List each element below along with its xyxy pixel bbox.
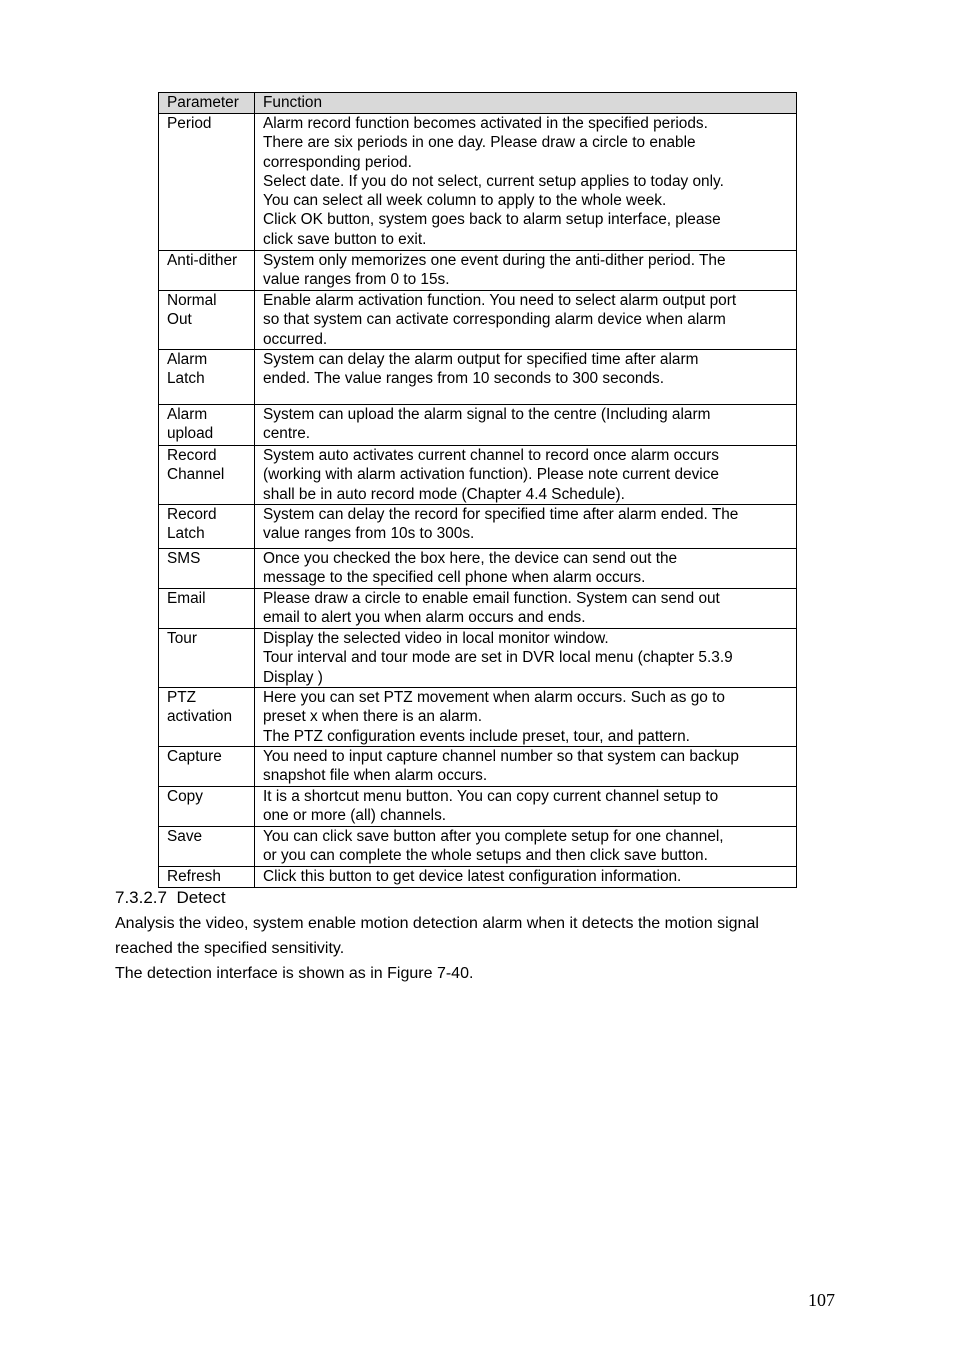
function-line: Once you checked the box here, the device can send out the: [263, 550, 678, 567]
function-cell: [255, 251, 797, 291]
function-line: Select date. If you do not select, current setup applies to today only.: [263, 172, 724, 190]
param-cell: [159, 114, 255, 251]
function-line: Here you can set PTZ movement when alarm occurs. Such as go to: [263, 689, 725, 706]
table-row: [159, 867, 797, 888]
function-line: Tour interval and tour mode are set in DVR local menu (chapter 5.3.9: [263, 649, 733, 667]
param-line: Save: [167, 828, 203, 845]
param-line: Alarm: [167, 406, 208, 423]
function-line: System auto activates current channel to record once alarm occurs: [263, 447, 719, 464]
param-cell: [159, 505, 255, 549]
function-cell: [255, 405, 797, 446]
param-cell: [159, 787, 255, 827]
function-cell: [255, 291, 797, 350]
function-cell: [255, 629, 797, 688]
function-line: System can upload the alarm signal to the centre (Including alarm: [263, 406, 711, 423]
function-line: (working with alarm activation function). Please note current device: [263, 466, 719, 484]
table-row: [159, 747, 797, 787]
param-line: Latch: [167, 525, 205, 543]
function-cell: [255, 505, 797, 549]
param-line: Email: [167, 590, 206, 607]
function-cell: [255, 446, 797, 505]
param-cell: [159, 549, 255, 589]
function-line: Display ): [263, 668, 323, 686]
param-line: Out: [167, 311, 192, 329]
param-line: SMS: [167, 550, 201, 567]
header-function: Function: [255, 93, 797, 114]
param-line: PTZ: [167, 689, 197, 706]
table-header-row: [159, 93, 797, 114]
function-line: preset x when there is an alarm.: [263, 708, 482, 726]
param-cell: [159, 405, 255, 446]
table-row: [159, 827, 797, 867]
param-line: Normal: [167, 292, 217, 309]
parameter-table: [158, 92, 797, 888]
param-line: Period: [167, 115, 212, 132]
function-line: Enable alarm activation function. You need to select alarm output port: [263, 292, 737, 309]
table-row: [159, 405, 797, 446]
table-row: [159, 688, 797, 747]
param-cell: [159, 446, 255, 505]
function-line: Click this button to get device latest configuration information.: [263, 868, 682, 885]
function-line: System can delay the alarm output for specified time after alarm: [263, 351, 699, 368]
param-line: Refresh: [167, 868, 221, 885]
function-line: one or more (all) channels.: [263, 807, 447, 825]
param-line: activation: [167, 708, 233, 726]
table-row: [159, 787, 797, 827]
function-line: Click OK button, system goes back to alarm setup interface, please: [263, 211, 721, 229]
function-cell: [255, 867, 797, 888]
param-line: Tour: [167, 630, 197, 647]
table-row: [159, 291, 797, 350]
function-cell: [255, 688, 797, 747]
table-row: [159, 114, 797, 251]
param-line: Copy: [167, 788, 203, 805]
function-cell: [255, 787, 797, 827]
function-cell: [255, 350, 797, 405]
function-line: shall be in auto record mode (Chapter 4.4 Schedule).: [263, 485, 625, 503]
function-line: Display the selected video in local monitor window.: [263, 630, 609, 647]
param-line: Alarm: [167, 351, 208, 368]
function-cell: [255, 589, 797, 629]
function-line: You can click save button after you complete setup for one channel,: [263, 828, 724, 845]
param-line: Latch: [167, 370, 205, 388]
function-line: You need to input capture channel number so that system can backup: [263, 748, 739, 765]
function-line: value ranges from 0 to 15s.: [263, 271, 450, 289]
table-row: [159, 549, 797, 589]
function-line: snapshot file when alarm occurs.: [263, 767, 488, 785]
param-cell: [159, 867, 255, 888]
table-row: [159, 446, 797, 505]
function-line: The PTZ configuration events include preset, tour, and pattern.: [263, 727, 690, 745]
function-line: There are six periods in one day. Please draw a circle to enable: [263, 134, 696, 152]
param-cell: [159, 589, 255, 629]
paragraph-figure-ref: The detection interface is shown as in Figure 7-40.: [115, 965, 474, 982]
function-line: ended. The value ranges from 10 seconds to 300 seconds.: [263, 370, 664, 388]
function-cell: [255, 827, 797, 867]
function-line: occurred.: [263, 330, 328, 348]
function-cell: [255, 747, 797, 787]
function-line: value ranges from 10s to 300s.: [263, 525, 475, 543]
table-row: [159, 589, 797, 629]
param-line: Capture: [167, 748, 222, 765]
function-line: email to alert you when alarm occurs and ends.: [263, 609, 586, 627]
section-number: 7.3.2.7: [115, 888, 167, 907]
table-row: [159, 505, 797, 549]
param-cell: [159, 291, 255, 350]
function-line: so that system can activate corresponding alarm device when alarm: [263, 311, 726, 329]
function-line: System only memorizes one event during the anti-dither period. The: [263, 252, 726, 269]
param-cell: [159, 251, 255, 291]
param-cell: [159, 747, 255, 787]
table-row: [159, 629, 797, 688]
function-line: centre.: [263, 425, 311, 443]
param-cell: [159, 827, 255, 867]
function-cell: [255, 549, 797, 589]
function-line: Please draw a circle to enable email function. System can send out: [263, 590, 720, 607]
param-line: Anti-dither: [167, 252, 238, 269]
function-line: System can delay the record for specified time after alarm ended. The: [263, 506, 739, 523]
function-line: Alarm record function becomes activated in the specified periods.: [263, 115, 708, 132]
paragraph-analysis: Analysis the video, system enable motion detection alarm when it detects the motion signal reached the specified sensitivity.: [115, 915, 759, 957]
function-line: It is a shortcut menu button. You can copy current channel setup to: [263, 788, 719, 805]
function-line: corresponding period.: [263, 153, 412, 171]
param-cell: [159, 629, 255, 688]
param-cell: [159, 350, 255, 405]
param-line: upload: [167, 425, 214, 443]
param-line: Record: [167, 506, 217, 523]
param-cell: [159, 688, 255, 747]
function-line: message to the specified cell phone when alarm occurs.: [263, 569, 646, 587]
section-heading: [115, 888, 226, 908]
function-line: or you can complete the whole setups and then click save button.: [263, 847, 708, 865]
function-line: click save button to exit.: [263, 230, 427, 248]
header-parameter: Parameter: [159, 93, 255, 114]
page-number: 107: [808, 1290, 835, 1310]
param-line: Record: [167, 447, 217, 464]
table-body: [159, 114, 797, 888]
function-line: You can select all week column to apply to the whole week.: [263, 192, 667, 210]
table-row: [159, 251, 797, 291]
table-row: [159, 350, 797, 405]
section-title: Detect: [176, 888, 226, 907]
function-cell: [255, 114, 797, 251]
param-line: Channel: [167, 466, 225, 484]
